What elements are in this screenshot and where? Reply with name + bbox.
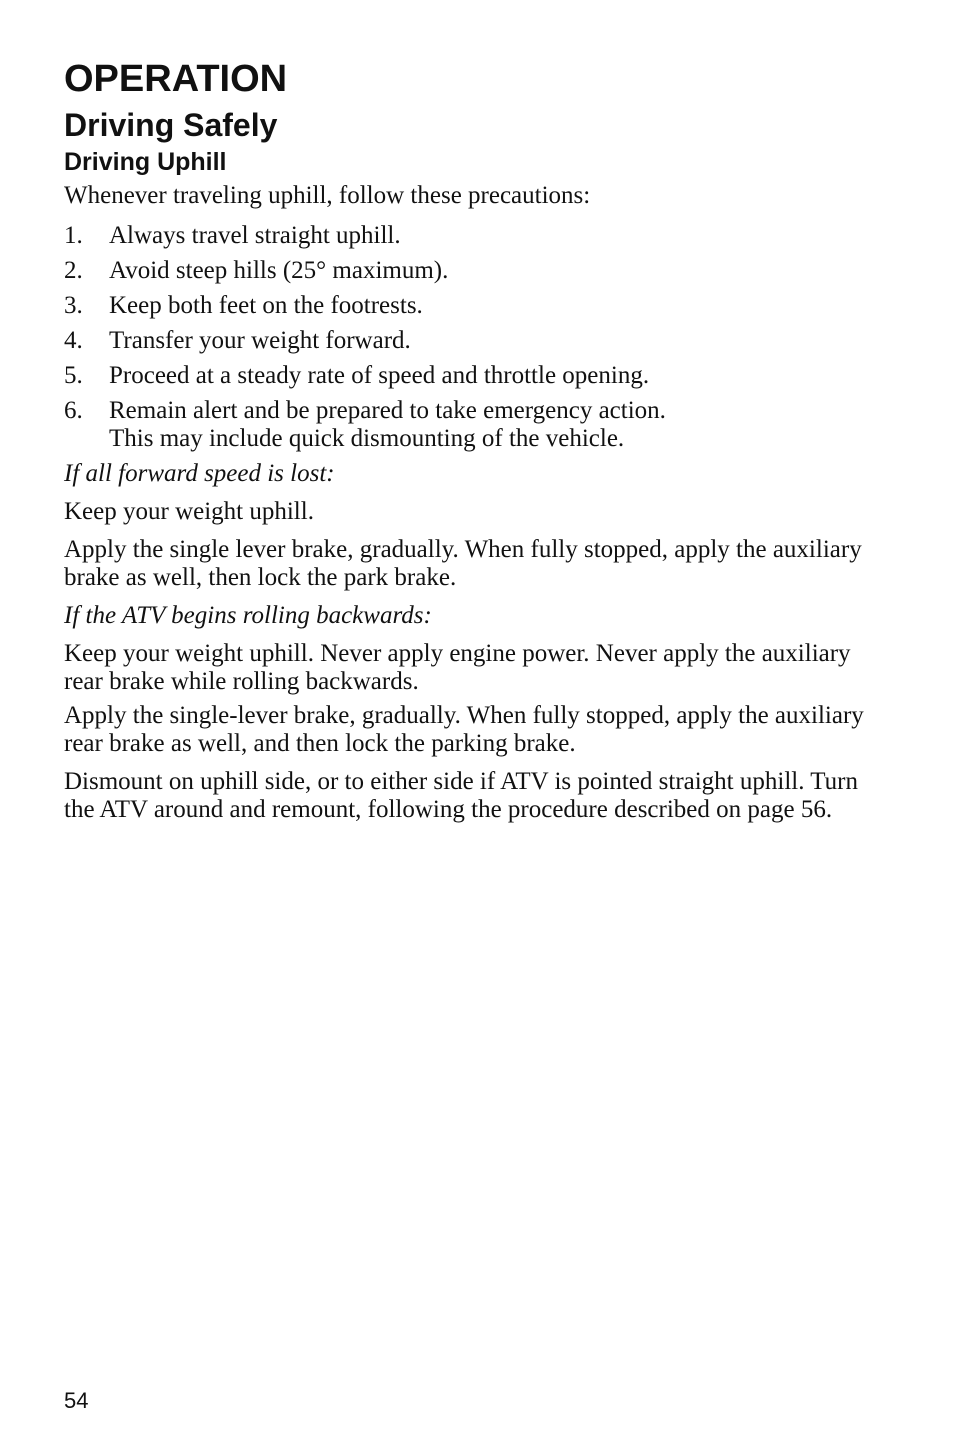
list-item-number: 4.: [64, 327, 83, 354]
list-item-text-line: Remain alert and be prepared to take emergency action.: [109, 397, 666, 424]
rolling-back-paragraph: Apply the single-lever brake, gradually. When fully stopped, apply the auxiliary rear brake as well, and then lock the parking brake.: [64, 702, 864, 757]
precautions-list: [64, 222, 884, 453]
speed-lost-paragraph: Keep your weight uphill.: [64, 498, 314, 525]
list-item-text: [109, 397, 884, 453]
list-item-number: 5.: [64, 362, 83, 389]
list-item: [64, 257, 884, 285]
list-item-text: Proceed at a steady rate of speed and throttle opening.: [109, 362, 650, 389]
list-item-number: 3.: [64, 292, 83, 319]
list-item: [64, 362, 884, 390]
list-item: [64, 222, 884, 250]
speed-lost-heading: If all forward speed is lost:: [64, 460, 335, 487]
page-number: 54: [64, 1388, 89, 1413]
list-item-text: Avoid steep hills (25° maximum).: [109, 257, 449, 284]
list-item: [64, 397, 884, 453]
list-item-text: Always travel straight uphill.: [109, 222, 401, 249]
list-item: [64, 327, 884, 355]
section-title: OPERATION: [64, 58, 288, 100]
list-item-text: Transfer your weight forward.: [109, 327, 411, 354]
speed-lost-paragraph: Apply the single lever brake, gradually. When fully stopped, apply the auxiliary brake as well, then lock the park brake.: [64, 536, 862, 591]
list-item-text-line: This may include quick dismounting of the vehicle.: [109, 425, 625, 452]
rolling-back-paragraph: Keep your weight uphill. Never apply engine power. Never apply the auxiliary rear brake while rolling backwards.: [64, 640, 851, 695]
topic-title: Driving Uphill: [64, 148, 227, 176]
rolling-back-heading: If the ATV begins rolling backwards:: [64, 602, 432, 629]
manual-page: [64, 56, 884, 824]
list-item-number: 6.: [64, 397, 83, 424]
rolling-back-paragraph: Dismount on uphill side, or to either side if ATV is pointed straight uphill. Turn the ATV around and remount, following the procedure described on page 56.: [64, 768, 858, 823]
list-item-text: Keep both feet on the footrests.: [109, 292, 423, 319]
subsection-title: Driving Safely: [64, 107, 278, 143]
list-item: [64, 292, 884, 320]
intro-paragraph: Whenever traveling uphill, follow these precautions:: [64, 182, 591, 209]
list-item-number: 1.: [64, 222, 83, 249]
list-item-number: 2.: [64, 257, 83, 284]
